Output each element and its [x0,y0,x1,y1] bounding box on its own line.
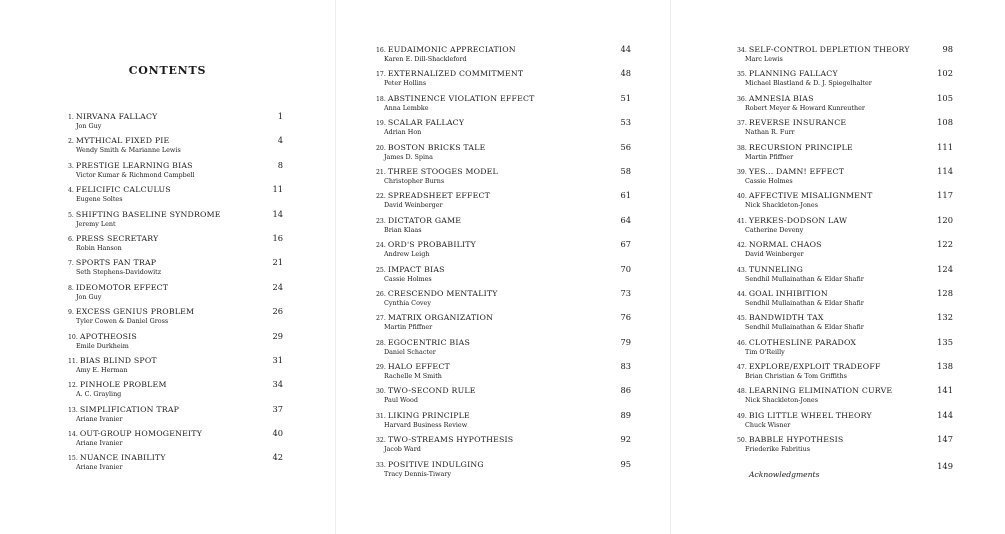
chapter-number: 34. [737,47,747,54]
chapter-author: Ariane Ivanier [76,439,123,448]
chapter-page-number: 120 [937,214,953,225]
chapter-number: 38. [737,144,747,152]
toc-entry[interactable] [376,143,631,167]
chapter-author: Nick Shackleton-Jones [745,201,818,210]
chapter-author: Seth Stephens-Davidowitz [76,268,162,277]
chapter-author: Victor Kumar & Richmond Campbell [76,170,195,179]
chapter-author: Tracy Dennis-Tiwary [384,469,451,478]
toc-entry[interactable] [737,69,953,93]
chapter-title: SHIFTING BASELINE SYNDROME [75,209,221,219]
toc-entry[interactable] [737,411,953,435]
chapter-title: SCALAR FALLACY [387,118,465,128]
chapter-title: BABBLE HYPOTHESIS [748,435,844,445]
chapter-author: Marc Lewis [745,55,783,63]
chapter-number: 16. [376,47,386,54]
toc-entry-acknowledgments[interactable] [737,460,953,479]
toc-entry[interactable] [376,460,631,484]
toc-entry[interactable] [737,216,953,240]
chapter-title: SELF-CONTROL DEPLETION THEORY [748,45,910,54]
chapter-page-number: 11 [272,184,283,195]
chapter-number: 23. [376,217,386,225]
toc-entry[interactable] [737,45,953,69]
chapter-title: SPREADSHEET EFFECT [387,191,491,201]
chapter-page-number: 42 [272,452,283,463]
chapter-title: EXPLORE/EXPLOIT TRADEOFF [748,362,881,372]
chapter-number: 6. [68,235,74,243]
chapter-number: 8. [68,284,74,292]
chapter-title: DICTATOR GAME [387,215,462,225]
chapter-title: PLANNING FALLACY [748,69,838,79]
chapter-author: Nick Shackleton-Jones [745,396,818,405]
chapter-page-number: 135 [937,336,953,347]
chapter-page-number: 51 [620,92,631,103]
page-right [671,0,1005,534]
chapter-number: 10. [68,333,78,341]
chapter-page-number: 138 [937,361,953,372]
chapter-page-number: 117 [937,190,953,201]
acknowledgments-page: 149 [937,460,953,471]
chapter-title: LIKING PRINCIPLE [387,410,470,420]
chapter-page-number: 53 [620,117,631,128]
chapter-page-number: 14 [272,208,283,219]
toc-entry[interactable] [737,191,953,215]
chapter-title: YES... DAMN! EFFECT [748,166,845,176]
chapter-page-number: 122 [937,239,953,250]
chapter-page-number: 1 [277,111,283,121]
chapter-number: 33. [376,461,386,469]
chapter-author: Jon Guy [76,292,102,301]
chapter-title: AFFECTIVE MISALIGNMENT [748,191,873,201]
chapter-page-number: 105 [937,92,953,103]
chapter-page-number: 128 [937,287,953,298]
toc-entry[interactable] [737,265,953,289]
chapter-author: Paul Wood [384,396,418,405]
chapter-title: MYTHICAL FIXED PIE [75,136,170,146]
chapter-number: 25. [376,266,386,274]
chapter-title: AMNESIA BIAS [748,93,814,103]
chapter-title: SPORTS FAN TRAP [75,258,157,268]
chapter-number: 26. [376,290,386,298]
chapter-number: 45. [737,315,747,323]
toc-entry[interactable] [68,307,283,331]
chapter-author: Rachelle M Smith [384,372,442,381]
chapter-number: 9. [68,309,74,317]
chapter-author: Emile Durkheim [76,341,129,350]
chapter-title: OUT-GROUP HOMOGENEITY [79,429,203,439]
chapter-author: Peter Hollins [384,79,427,88]
chapter-number: 24. [376,242,386,250]
chapter-page-number: 44 [620,44,631,54]
chapter-author: Martin Pfiffner [745,152,794,161]
chapter-author: Cassie Holmes [745,176,793,185]
chapter-author: Jacob Ward [384,445,421,454]
chapter-author: Christopher Burns [384,176,445,185]
chapter-number: 17. [376,71,386,79]
chapter-page-number: 114 [937,165,953,176]
chapter-author: Ariane Ivanier [76,414,123,423]
toc-entry[interactable] [737,94,953,118]
chapter-number: 30. [376,388,386,396]
chapter-page-number: 111 [937,141,953,152]
chapter-number: 39. [737,168,747,176]
chapter-number: 22. [376,193,386,201]
toc-entry[interactable] [68,112,283,136]
chapter-author: James D. Spina [384,152,433,161]
chapter-author: Catherine Deveny [745,225,804,234]
toc-entry[interactable] [376,167,631,191]
chapter-author: Cassie Holmes [384,274,432,283]
chapter-number: 1. [68,114,74,121]
chapter-title: THREE STOOGES MODEL [387,166,498,176]
chapter-number: 20. [376,144,386,152]
chapter-number: 40. [737,193,747,201]
chapter-number: 49. [737,412,747,420]
chapter-title: APOTHEOSIS [79,331,137,341]
toc-column-2 [376,45,631,484]
chapter-page-number: 67 [620,239,631,250]
chapter-title: RECURSION PRINCIPLE [748,142,853,152]
chapter-title: REVERSE INSURANCE [748,118,847,128]
chapter-author: Brian Christian & Tom Griffiths [745,372,847,381]
toc-entry[interactable] [68,332,283,356]
toc-entry[interactable] [68,258,283,282]
chapter-title: EXCESS GENIUS PROBLEM [75,307,195,317]
toc-entry[interactable] [68,136,283,160]
chapter-author: Harvard Business Review [384,420,468,429]
chapter-number: 11. [68,357,78,365]
chapter-page-number: 24 [272,281,283,292]
chapter-page-number: 92 [620,434,631,445]
toc-entry[interactable] [376,313,631,337]
chapter-page-number: 141 [937,385,953,396]
chapter-title: ABSTINENCE VIOLATION EFFECT [387,93,535,103]
chapter-author: Sendhil Mullainathan & Eldar Shafir [745,274,864,283]
chapter-author: Daniel Schacter [384,347,436,356]
toc-entry[interactable] [376,386,631,410]
chapter-page-number: 34 [272,379,283,390]
chapter-author: Anna Lembke [384,103,429,112]
chapter-number: 31. [376,412,386,420]
toc-entry[interactable] [376,69,631,93]
chapter-author: Karen E. Dill-Shackleford [384,55,467,63]
chapter-author: Jon Guy [76,122,102,130]
chapter-number: 5. [68,211,74,219]
chapter-title: NUANCE INABILITY [79,453,166,463]
chapter-author: A. C. Grayling [76,390,122,399]
chapter-title: CRESCENDO MENTALITY [387,288,498,298]
chapter-page-number: 37 [272,403,283,414]
chapter-author: Robert Meyer & Howard Kunreuther [745,103,865,112]
chapter-author: Adrian Hon [384,128,422,137]
chapter-number: 18. [376,95,386,103]
chapter-author: Martin Pfiffner [384,323,433,332]
chapter-number: 14. [68,431,78,439]
toc-entry[interactable] [68,283,283,307]
toc-entry[interactable] [68,185,283,209]
chapter-title: BANDWIDTH TAX [748,313,824,323]
toc-entry[interactable] [737,386,953,410]
chapter-page-number: 8 [277,159,283,170]
chapter-title: PRESS SECRETARY [75,233,159,243]
toc-entry[interactable] [68,429,283,453]
toc-entry[interactable] [737,118,953,142]
toc-entry[interactable] [737,435,953,459]
chapter-page-number: 108 [937,117,953,128]
chapter-author: Robin Hanson [76,243,122,252]
chapter-title: TWO-STREAMS HYPOTHESIS [387,435,514,445]
toc-entry[interactable] [376,338,631,362]
toc-entry[interactable] [737,143,953,167]
chapter-number: 48. [737,388,747,396]
chapter-author: Tyler Cowen & Daniel Gross [76,317,169,326]
chapter-author: David Weinberger [745,250,804,259]
chapter-title: NORMAL CHAOS [748,240,822,250]
chapter-number: 32. [376,437,386,445]
chapter-author: David Weinberger [384,201,443,210]
toc-entry[interactable] [376,45,631,69]
chapter-title: IDEOMOTOR EFFECT [75,282,169,292]
chapter-number: 43. [737,266,747,274]
chapter-page-number: 56 [620,141,631,152]
chapter-page-number: 26 [272,306,283,317]
chapter-number: 28. [376,339,386,347]
chapter-title: FELICIFIC CALCULUS [75,185,171,195]
chapter-page-number: 61 [620,190,631,201]
chapter-number: 3. [68,162,74,170]
toc-column-3 [737,44,953,479]
chapter-author: Andrew Leigh [384,250,430,259]
chapter-page-number: 86 [620,385,631,396]
chapter-title: IMPACT BIAS [387,264,445,274]
toc-entry[interactable] [376,265,631,289]
chapter-page-number: 70 [620,263,631,274]
chapter-page-number: 89 [620,409,631,420]
toc-entry[interactable] [737,289,953,313]
chapter-number: 37. [737,120,747,128]
acknowledgments-label: Acknowledgments [749,469,820,479]
toc-entry[interactable] [376,94,631,118]
chapter-title: SIMPLIFICATION TRAP [79,404,180,414]
chapter-title: MATRIX ORGANIZATION [387,313,494,323]
chapter-title: EGOCENTRIC BIAS [387,337,471,347]
chapter-page-number: 147 [937,434,953,445]
toc-entry[interactable] [376,435,631,459]
toc-entry[interactable] [737,313,953,337]
chapter-author: Chuck Wisner [745,420,791,429]
chapter-title: LEARNING ELIMINATION CURVE [748,386,893,396]
toc-entry[interactable] [376,411,631,435]
chapter-author: Wendy Smith & Marianne Lewis [76,146,181,155]
toc-entry[interactable] [376,240,631,264]
chapter-page-number: 102 [937,68,953,79]
chapter-number: 2. [68,138,74,146]
chapter-number: 36. [737,95,747,103]
chapter-title: TUNNELING [748,264,804,274]
chapter-author: Sendhil Mullainathan & Eldar Shafir [745,323,864,332]
toc-entry[interactable] [376,191,631,215]
chapter-page-number: 16 [272,232,283,243]
chapter-title: HALO EFFECT [387,362,450,372]
chapter-number: 29. [376,364,386,372]
chapter-page-number: 144 [937,409,953,420]
chapter-author: Cynthia Covey [384,298,431,307]
chapter-title: GOAL INHIBITION [748,288,828,298]
chapter-title: CLOTHESLINE PARADOX [748,337,857,347]
chapter-number: 12. [68,382,78,390]
chapter-number: 27. [376,315,386,323]
chapter-number: 19. [376,120,386,128]
chapter-number: 4. [68,187,74,195]
chapter-author: Nathan R. Furr [745,128,795,137]
toc-entry[interactable] [737,167,953,191]
page-title: CONTENTS [128,64,207,77]
chapter-number: 50. [737,437,747,445]
chapter-title: POSITIVE INDULGING [387,459,484,469]
chapter-number: 46. [737,339,747,347]
chapter-title: YERKES-DODSON LAW [748,215,848,225]
chapter-page-number: 95 [620,458,631,469]
chapter-page-number: 29 [272,330,283,341]
chapter-title: EUDAIMONIC APPRECIATION [387,45,516,54]
chapter-page-number: 58 [620,165,631,176]
chapter-author: Eugene Soltes [76,195,123,204]
chapter-number: 13. [68,406,78,414]
toc-entry[interactable] [68,161,283,185]
chapter-title: PINHOLE PROBLEM [79,380,167,390]
chapter-title: BOSTON BRICKS TALE [387,142,486,152]
toc-entry[interactable] [376,216,631,240]
toc-column-1 [68,112,283,478]
chapter-number: 21. [376,168,386,176]
chapter-author: Michael Blastland & D. J. Spiegelhalter [745,79,872,88]
toc-entry[interactable] [737,362,953,386]
chapter-page-number: 98 [942,44,953,54]
chapter-page-number: 31 [272,354,283,365]
chapter-number: 15. [68,455,78,463]
page-left [0,0,335,534]
toc-entry[interactable] [68,234,283,258]
chapter-number: 47. [737,364,747,372]
toc-entry[interactable] [737,338,953,362]
chapter-page-number: 64 [620,214,631,225]
chapter-number: 42. [737,242,747,250]
toc-entry[interactable] [376,362,631,386]
chapter-author: Brian Klaas [384,225,422,234]
chapter-number: 44. [737,290,747,298]
chapter-title: BIAS BLIND SPOT [79,355,157,365]
chapter-title: PRESTIGE LEARNING BIAS [75,160,193,170]
toc-entry[interactable] [376,118,631,142]
chapter-page-number: 76 [620,312,631,323]
chapter-author: Amy E. Herman [76,365,128,374]
toc-entry[interactable] [68,380,283,404]
toc-entry[interactable] [68,210,283,234]
toc-entry[interactable] [737,240,953,264]
chapter-title: EXTERNALIZED COMMITMENT [387,69,524,79]
chapter-page-number: 79 [620,336,631,347]
chapter-author: Tim O'Reilly [745,347,785,356]
page-middle [336,0,670,534]
toc-entry[interactable] [68,405,283,429]
chapter-title: NIRVANA FALLACY [75,112,158,121]
chapter-author: Jeremy Lent [76,219,116,228]
chapter-page-number: 132 [937,312,953,323]
chapter-title: TWO-SECOND RULE [387,386,476,396]
chapter-page-number: 83 [620,361,631,372]
chapter-title: ORD'S PROBABILITY [387,240,477,250]
chapter-author: Sendhil Mullainathan & Eldar Shafir [745,298,864,307]
chapter-page-number: 40 [272,428,283,439]
chapter-page-number: 124 [937,263,953,274]
chapter-title: BIG LITTLE WHEEL THEORY [748,410,872,420]
toc-entry[interactable] [376,289,631,313]
chapter-number: 41. [737,217,747,225]
chapter-page-number: 4 [277,135,283,146]
chapter-page-number: 73 [620,287,631,298]
toc-entry[interactable] [68,453,283,477]
chapter-page-number: 48 [620,68,631,79]
chapter-number: 35. [737,71,747,79]
chapter-author: Friederike Fabritius [745,445,810,454]
chapter-page-number: 21 [272,257,283,268]
chapter-author: Ariane Ivanier [76,463,123,472]
chapter-number: 7. [68,260,74,268]
toc-entry[interactable] [68,356,283,380]
